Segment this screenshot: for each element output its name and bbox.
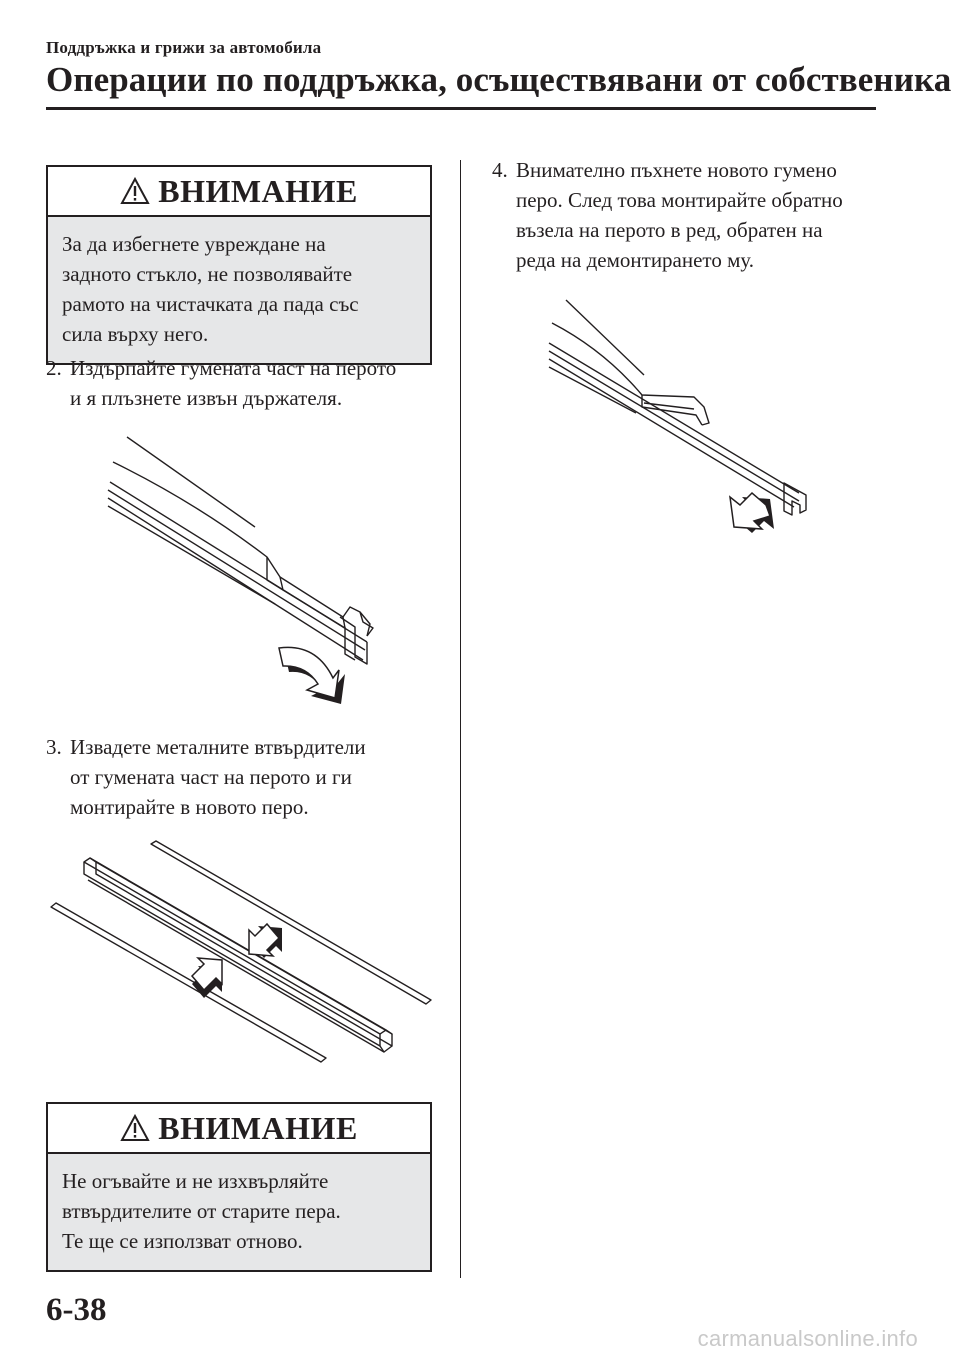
step-3	[46, 732, 366, 822]
watermark: carmanualsonline.info	[697, 1326, 918, 1351]
caution-heading: ВНИМАНИЕ	[158, 172, 358, 209]
step-line: перо. След това монтирайте обратно	[516, 188, 843, 212]
page-title: Операции по поддръжка, осъществявани от собственика	[46, 60, 952, 99]
section-label: Поддръжка и грижи за автомобила	[46, 38, 322, 57]
caution-box-1	[46, 165, 432, 365]
caution-line: сила върху него.	[62, 322, 209, 346]
stiffeners-illustration	[46, 840, 436, 1070]
caution-body	[48, 1154, 430, 1270]
step-number: 3.	[46, 735, 62, 759]
caution-line: Те ще се използват отново.	[62, 1229, 303, 1253]
caution-header	[48, 1104, 430, 1154]
warning-triangle-icon	[120, 177, 150, 205]
caution-line: Не огъвайте и не изхвърляйте	[62, 1169, 329, 1193]
caution-line: рамото на чистачката да пада със	[62, 292, 359, 316]
caution-box-2	[46, 1102, 432, 1272]
caution-header	[48, 167, 430, 217]
step-line: Внимателно пъхнете новото гумено	[516, 158, 837, 182]
step-line: Издърпайте гумената част на перото	[70, 356, 397, 380]
caution-line: втвърдителите от старите пера.	[62, 1199, 341, 1223]
step-line: възела на перото в ред, обратен на	[516, 218, 823, 242]
step-4	[492, 155, 843, 275]
caution-body	[48, 217, 430, 363]
warning-triangle-icon	[120, 1114, 150, 1142]
page-number: 6-38	[46, 1292, 107, 1328]
step-line: Извадете металните втвърдители	[70, 735, 366, 759]
caution-line: За да избегнете увреждане на	[62, 232, 326, 256]
column-divider	[460, 160, 461, 1278]
step-line: от гумената част на перото и ги	[70, 765, 352, 789]
step-number: 2.	[46, 356, 62, 380]
wiper-install-illustration	[544, 295, 824, 545]
wiper-removal-illustration	[105, 432, 395, 712]
step-line: монтирайте в новото перо.	[70, 795, 309, 819]
caution-line: задното стъкло, не позволявайте	[62, 262, 353, 286]
step-line: и я плъзнете извън държателя.	[70, 386, 343, 410]
title-rule	[46, 107, 876, 110]
step-line: реда на демонтирането му.	[516, 248, 755, 272]
step-2	[46, 353, 396, 413]
caution-heading: ВНИМАНИЕ	[158, 1109, 358, 1146]
step-number: 4.	[492, 158, 508, 182]
